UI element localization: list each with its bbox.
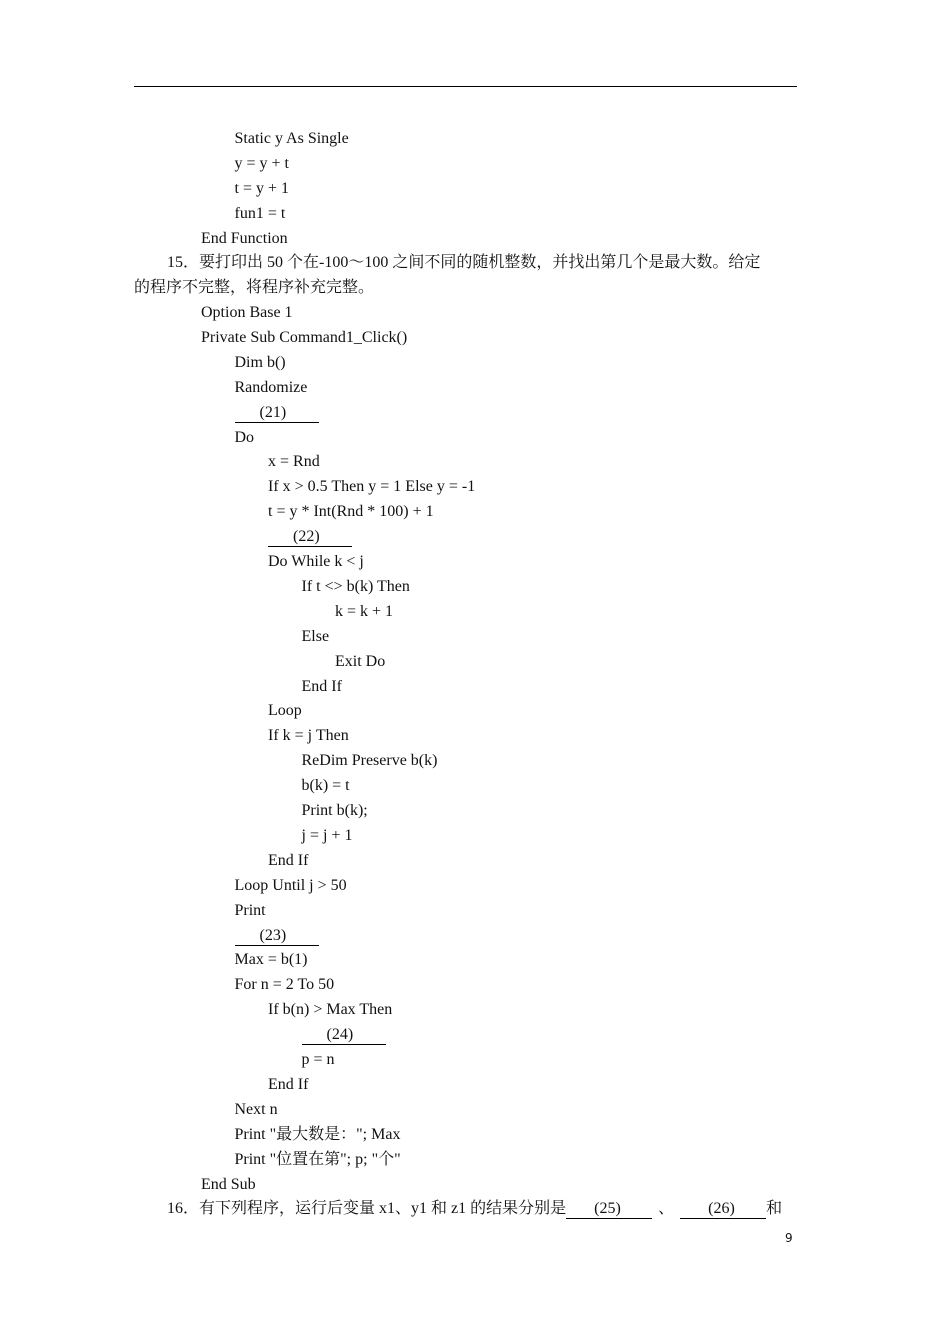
code-line: y = y + t — [234, 154, 289, 172]
code-line: Static y As Single — [234, 130, 349, 147]
code-line: j = j + 1 — [301, 826, 353, 844]
code-line: Max = b(1) — [234, 951, 308, 969]
code-line: Do — [234, 428, 255, 446]
answer-blank-26: (26) — [680, 1199, 766, 1219]
code-line: Print — [234, 901, 266, 919]
code-line: For n = 2 To 50 — [234, 976, 335, 994]
code-line: Print "最大数是："; Max — [234, 1125, 401, 1143]
code-line: Loop — [268, 702, 302, 720]
header-rule — [134, 86, 797, 87]
code-line: End Function — [201, 229, 288, 247]
answer-blank-25: (25) — [566, 1199, 652, 1219]
answer-blank: (23) — [235, 926, 319, 946]
code-line: Next n — [234, 1100, 278, 1118]
question-15-line-1: 15．要打印出 50 个在-100～100 之间不同的随机整数，并找出第几个是最大数。给定 — [167, 254, 761, 271]
code-line: t = y + 1 — [234, 179, 289, 197]
code-line: If t <> b(k) Then — [301, 577, 410, 595]
page-number: 9 — [785, 1231, 793, 1245]
code-line: If b(n) > Max Then — [268, 1001, 393, 1019]
code-line: Exit Do — [335, 652, 386, 670]
question-16-prefix: 16．有下列程序，运行后变量 x1、y1 和 z1 的结果分别是 — [167, 1200, 567, 1217]
fill-in-blank — [302, 1022, 386, 1044]
code-line: ReDim Preserve b(k) — [301, 752, 438, 770]
code-line: Dim b() — [234, 353, 286, 371]
answer-blank: (22) — [268, 527, 352, 547]
code-line: x = Rnd — [268, 453, 320, 471]
code-line: If k = j Then — [268, 727, 349, 745]
code-line: Print b(k); — [301, 802, 368, 819]
code-line: Randomize — [234, 378, 308, 396]
fill-in-blank — [268, 524, 352, 546]
code-line: Private Sub Command1_Click() — [201, 328, 408, 346]
question-16-line — [167, 1196, 782, 1221]
code-line: Do While k < j — [268, 553, 364, 570]
question-15-line-2: 的程序不完整，将程序补充完整。 — [134, 279, 375, 296]
question-16-separator: 、 — [658, 1200, 675, 1217]
code-line: Option Base 1 — [201, 304, 293, 321]
code-line: End If — [268, 1075, 309, 1093]
code-line: b(k) = t — [301, 777, 350, 795]
code-line: End If — [301, 677, 342, 695]
code-line: t = y * Int(Rnd * 100) + 1 — [268, 503, 434, 521]
code-line: End Sub — [201, 1175, 256, 1193]
code-line: Else — [301, 627, 330, 645]
answer-blank: (24) — [302, 1025, 386, 1045]
fill-in-blank — [235, 923, 319, 945]
code-line: p = n — [301, 1051, 335, 1068]
code-line: Print "位置在第"; p; "个" — [234, 1150, 401, 1168]
fill-in-blank — [235, 400, 319, 422]
question-16-suffix: 和 — [766, 1200, 783, 1217]
code-line: Loop Until j > 50 — [234, 876, 347, 894]
answer-blank: (21) — [235, 403, 319, 423]
code-line: End If — [268, 851, 309, 869]
code-line: k = k + 1 — [335, 602, 394, 620]
code-line: fun1 = t — [234, 204, 286, 222]
code-line: If x > 0.5 Then y = 1 Else y = -1 — [268, 478, 476, 496]
